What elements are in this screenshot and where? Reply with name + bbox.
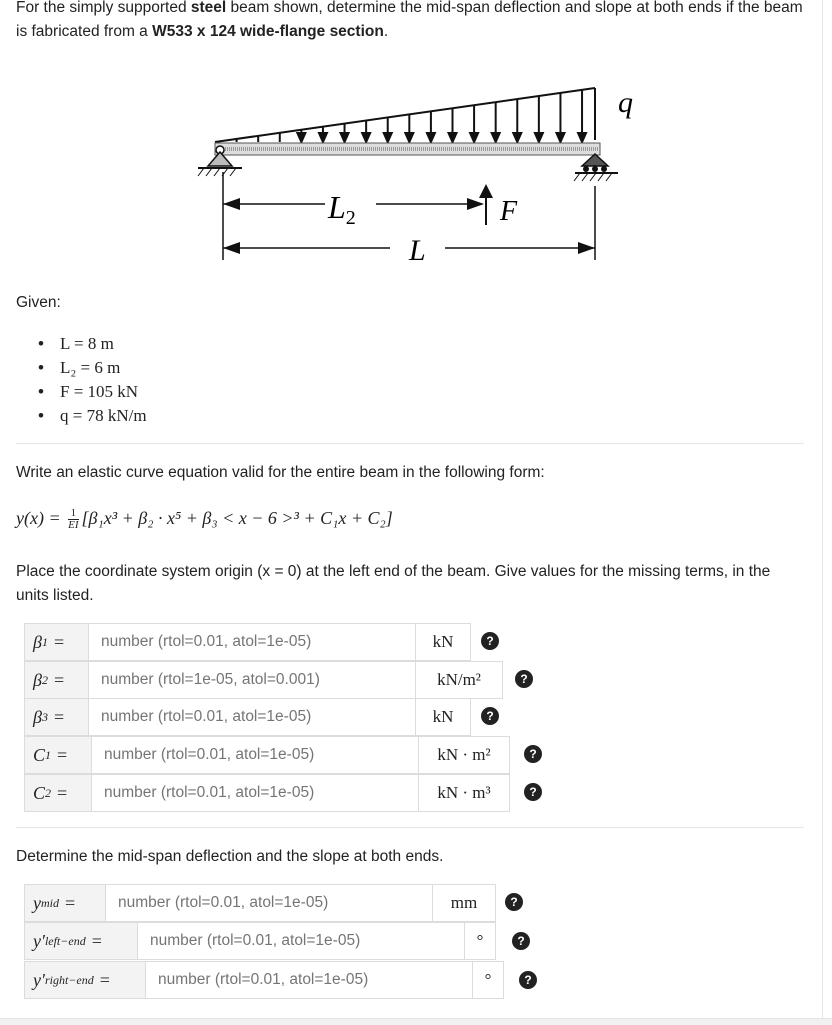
yleft-input[interactable] <box>138 923 464 959</box>
beta2-input[interactable] <box>89 662 415 698</box>
answer-row-beta1 <box>24 623 471 661</box>
load-arrow-head <box>578 133 586 142</box>
problem-text-2: beam shown, determine the mid-span deflection and slope at both ends if the beam is fabricated from a <box>16 0 803 40</box>
answer-row-beta2 <box>24 661 503 699</box>
beta1-input[interactable] <box>89 624 415 660</box>
eq-rhs: [β₁x³ + β₂ · x⁵ + β₃ < x − 6 >³ + C₁x + C₂] <box>81 508 393 528</box>
answer-label-yleft: y′ left−end = <box>25 923 138 959</box>
problem-bold-section: W533 x 124 wide-flange section <box>152 23 384 40</box>
problem-text-3: . <box>383 23 389 40</box>
label-L: L <box>409 234 426 267</box>
elastic-curve-equation <box>16 508 393 531</box>
dim-L-right-arrow <box>578 242 595 254</box>
beta1-unit: kN <box>415 624 470 660</box>
load-arrow-head <box>362 133 370 142</box>
force-F-arrowhead <box>479 184 493 198</box>
section2-prompt: Determine the mid-span deflection and the slope at both ends. <box>16 848 444 865</box>
answer-label-c2: C 2 = <box>25 775 92 811</box>
ymid-input[interactable] <box>106 885 432 921</box>
yleft-help-icon[interactable]: ? <box>512 932 530 950</box>
c1-input[interactable] <box>92 737 418 773</box>
given-label: Given: <box>16 294 61 311</box>
load-arrow-head <box>470 133 478 142</box>
given-L2: • L₂ = 6 m <box>38 356 147 380</box>
dim-L-left-arrow <box>223 242 240 254</box>
given-F: • F = 105 kN <box>38 380 147 404</box>
divider-1 <box>16 443 804 444</box>
c2-help-icon[interactable]: ? <box>524 783 542 801</box>
answer-row-beta3 <box>24 698 471 736</box>
load-arrow-head <box>319 133 327 142</box>
answer-label-beta2: β 2 = <box>25 662 89 698</box>
load-arrow-head <box>513 133 521 142</box>
given-q: • q = 78 kN/m <box>38 404 147 428</box>
yleft-unit: ° <box>464 923 495 959</box>
load-arrow-head <box>384 133 392 142</box>
yright-input[interactable] <box>146 962 472 998</box>
yright-help-icon[interactable]: ? <box>519 971 537 989</box>
problem-statement <box>16 0 806 44</box>
problem-text-1: For the simply supported <box>16 0 191 16</box>
ymid-help-icon[interactable]: ? <box>505 893 523 911</box>
dim-L2-left-arrow <box>223 198 240 210</box>
beta3-help-icon[interactable]: ? <box>481 707 499 725</box>
answer-label-beta3: β 3 = <box>25 699 89 735</box>
dim-L2-right-arrow <box>467 198 484 210</box>
label-L2: L2 <box>328 189 356 229</box>
page-right-border <box>822 0 823 1024</box>
answer-label-ymid: y mid = <box>25 885 106 921</box>
c2-unit: kN · m³ <box>418 775 509 811</box>
label-F: F <box>500 196 518 227</box>
load-arrow-head <box>427 133 435 142</box>
load-arrow-head <box>535 133 543 142</box>
answer-label-yright: y′ right−end = <box>25 962 146 998</box>
load-arrow-head <box>449 133 457 142</box>
load-arrow-head <box>492 133 500 142</box>
beta2-help-icon[interactable]: ? <box>515 670 533 688</box>
answer-row-c1 <box>24 736 510 774</box>
divider-2 <box>16 827 804 828</box>
c1-help-icon[interactable]: ? <box>524 745 542 763</box>
answer-row-yright <box>24 961 504 999</box>
given-L: • L = 8 m <box>38 332 147 356</box>
load-arrow-head <box>405 133 413 142</box>
beta3-unit: kN <box>415 699 470 735</box>
answer-row-ymid <box>24 884 496 922</box>
right-roller-support <box>574 154 618 181</box>
load-arrow-head <box>556 133 564 142</box>
ymid-unit: mm <box>432 885 495 921</box>
beta1-help-icon[interactable]: ? <box>481 632 499 650</box>
answer-label-beta1: β 1 = <box>25 624 89 660</box>
label-q: q <box>618 86 633 119</box>
section1-instructions: Place the coordinate system origin (x = 0) at the left end of the beam. Give values for the missing terms, in the units listed. <box>16 563 771 604</box>
problem-bold-material: steel <box>190 0 227 16</box>
eq-fraction: $\frac{1}{EI}$ <box>68 507 79 532</box>
answer-label-c1: C 1 = <box>25 737 92 773</box>
c1-unit: kN · m² <box>418 737 509 773</box>
load-arrow-head <box>341 133 349 142</box>
load-arrow-head <box>297 133 305 142</box>
c2-input[interactable] <box>92 775 418 811</box>
yright-unit: ° <box>472 962 503 998</box>
beta2-unit: kN/m² <box>415 662 502 698</box>
answer-row-c2 <box>24 774 510 812</box>
beta3-input[interactable] <box>89 699 415 735</box>
given-list <box>38 332 147 428</box>
section1-prompt: Write an elastic curve equation valid for the entire beam in the following form: <box>16 464 545 481</box>
eq-lhs: y(x) = <box>16 508 66 528</box>
answer-row-yleft <box>24 922 496 960</box>
beam-diagram <box>190 80 640 270</box>
